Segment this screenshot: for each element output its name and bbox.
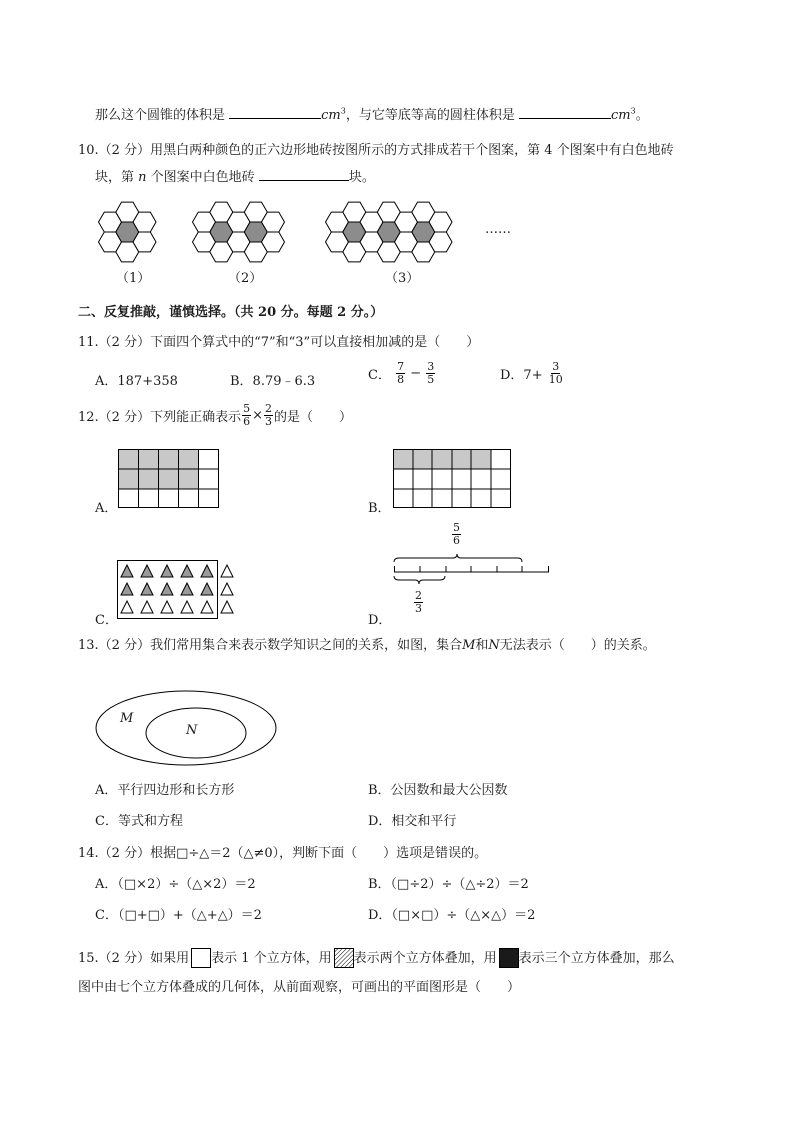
white-triangle — [221, 565, 233, 577]
q14-option-d[interactable]: D．（□×□）÷（△×△）＝2 — [368, 908, 536, 923]
section-heading: 二、反复推敲，谨慎选择。（共 20 分。每题 2 分。） — [78, 305, 384, 320]
q13-text: 和 — [475, 638, 489, 653]
shaded-triangle — [181, 565, 193, 577]
q11-option-a[interactable]: A．187+358 — [95, 374, 178, 389]
venn-label-n: N — [186, 723, 198, 738]
q14-option-c[interactable]: C．（□+□）+（△+△）＝2 — [95, 908, 262, 923]
q10-text: 块，第 — [95, 170, 135, 185]
white-cube-icon — [191, 948, 209, 966]
q12-text: 的是（ ） — [273, 410, 352, 425]
numerator: 2 — [264, 402, 272, 415]
shaded-triangle — [181, 583, 193, 595]
fraction — [548, 361, 564, 386]
number-line-d — [393, 520, 553, 600]
q9-end: 。 — [635, 108, 649, 123]
q15-text: 15.（2 分）如果用 — [78, 951, 190, 966]
white-triangle — [221, 583, 233, 595]
white-triangle — [201, 601, 213, 613]
q15-text: 表示 1 个立方体，用 — [211, 951, 332, 966]
set-n: N — [488, 638, 500, 653]
shaded-triangle — [121, 565, 133, 577]
q13-option-d[interactable]: D．相交和平行 — [368, 814, 457, 829]
q12-option-d[interactable]: D． — [368, 613, 392, 628]
white-triangle — [221, 601, 233, 613]
denominator: 6 — [453, 534, 460, 547]
d-frac-bottom — [413, 590, 424, 615]
denominator: 3 — [415, 602, 422, 615]
shaded-triangle — [141, 583, 153, 595]
unit: cm — [611, 108, 631, 123]
numerator: 3 — [552, 360, 560, 373]
q13-option-c[interactable]: C．等式和方程 — [95, 814, 183, 829]
hexagon-pattern-figure — [0, 0, 793, 300]
q9-mid: ，与它等底等高的圆柱体积是 — [345, 108, 515, 123]
white-triangle — [121, 601, 133, 613]
fraction — [242, 403, 251, 428]
q14-stem: 14.（2 分）根据□÷△＝2（△≠0），判断下面（ ）选项是错误的。 — [78, 846, 488, 861]
grid-a — [118, 449, 220, 509]
white-triangle — [161, 601, 173, 613]
fraction — [396, 361, 405, 386]
fig-label-1: （1） — [116, 271, 151, 286]
shaded-triangle — [201, 565, 213, 577]
q13-option-b[interactable]: B．公因数和最大公因数 — [368, 783, 508, 798]
q11-option-d[interactable] — [500, 361, 565, 386]
q11-option-c[interactable] — [368, 361, 436, 386]
q15-line2: 图中由七个立方体叠成的几何体，从前面观察，可画出的平面图形是（ ） — [78, 980, 521, 995]
fig-label-2: （2） — [228, 271, 263, 286]
q12-option-b[interactable]: B． — [368, 501, 391, 516]
q11-stem: 11.（2 分）下面四个算式中的“7”和“3”可以直接相加减的是（ ） — [78, 335, 480, 350]
q12-option-c[interactable]: C． — [95, 613, 118, 628]
times: × — [252, 408, 263, 423]
numerator: 2 — [415, 589, 422, 602]
unit-exp: 3 — [630, 106, 636, 116]
q15-text: 表示三个立方体叠加，那么 — [518, 951, 675, 966]
shaded-triangle — [121, 583, 133, 595]
q15-line1 — [78, 947, 675, 966]
numerator: 7 — [397, 360, 405, 373]
unit-exp: 3 — [340, 106, 346, 116]
var-n: n — [138, 170, 147, 185]
venn-label-m: M — [120, 711, 134, 726]
shaded-triangle — [141, 565, 153, 577]
fraction — [414, 590, 423, 615]
q10-text: 个图案中白色地砖 — [150, 170, 255, 185]
q14-option-b[interactable]: B．（□÷2）÷（△÷2）＝2 — [368, 877, 529, 892]
q12-option-a[interactable]: A． — [95, 501, 118, 516]
shaded-triangle — [161, 583, 173, 595]
fig-label-3: （3） — [385, 271, 420, 286]
hatched-cube-icon — [334, 948, 352, 966]
fraction — [426, 361, 435, 386]
fraction — [264, 403, 273, 428]
denominator: 6 — [243, 415, 251, 428]
q15-text: 表示两个立方体叠加，用 — [353, 951, 497, 966]
ellipsis: …… — [485, 222, 511, 237]
shaded-triangle — [201, 583, 213, 595]
option-label: D．7+ — [500, 368, 543, 383]
q13-text: 13.（2 分）我们常用集合来表示数学知识之间的关系，如图，集合 — [78, 638, 463, 653]
triangle-array-c — [117, 560, 242, 620]
fraction — [452, 522, 461, 547]
q13-stem — [78, 634, 656, 653]
q9-prefix: 那么这个圆锥的体积是 — [95, 108, 226, 123]
q10-text: 块。 — [348, 170, 375, 185]
numerator: 5 — [243, 402, 251, 415]
denominator: 8 — [397, 373, 405, 386]
grid-b — [393, 449, 511, 509]
shaded-triangle — [161, 565, 173, 577]
q13-text: 无法表示（ ）的关系。 — [499, 638, 656, 653]
q12-text: 12.（2 分）下列能正确表示 — [78, 410, 242, 425]
denominator: 10 — [548, 373, 563, 386]
numerator: 5 — [453, 521, 460, 534]
white-triangle — [181, 601, 193, 613]
black-cube-icon — [499, 948, 517, 966]
q14-option-a[interactable]: A．（□×2）÷（△×2）＝2 — [95, 877, 256, 892]
q11-option-b[interactable]: B．8.79﹣6.3 — [230, 374, 316, 389]
denominator: 3 — [264, 415, 272, 428]
white-triangle — [141, 601, 153, 613]
unit: cm — [321, 108, 341, 123]
minus: − — [410, 366, 422, 381]
d-frac-top — [451, 522, 462, 547]
numerator: 3 — [427, 360, 435, 373]
set-m: M — [462, 638, 476, 653]
q10-stem: 10.（2 分）用黑白两种颜色的正六边形地砖按图所示的方式排成若干个图案，第 4 个图案中有白色地砖 — [78, 143, 674, 158]
option-label: C． — [368, 368, 391, 383]
q13-option-a[interactable]: A．平行四边形和长方形 — [95, 783, 235, 798]
denominator: 5 — [427, 373, 435, 386]
q12-stem — [78, 403, 352, 428]
